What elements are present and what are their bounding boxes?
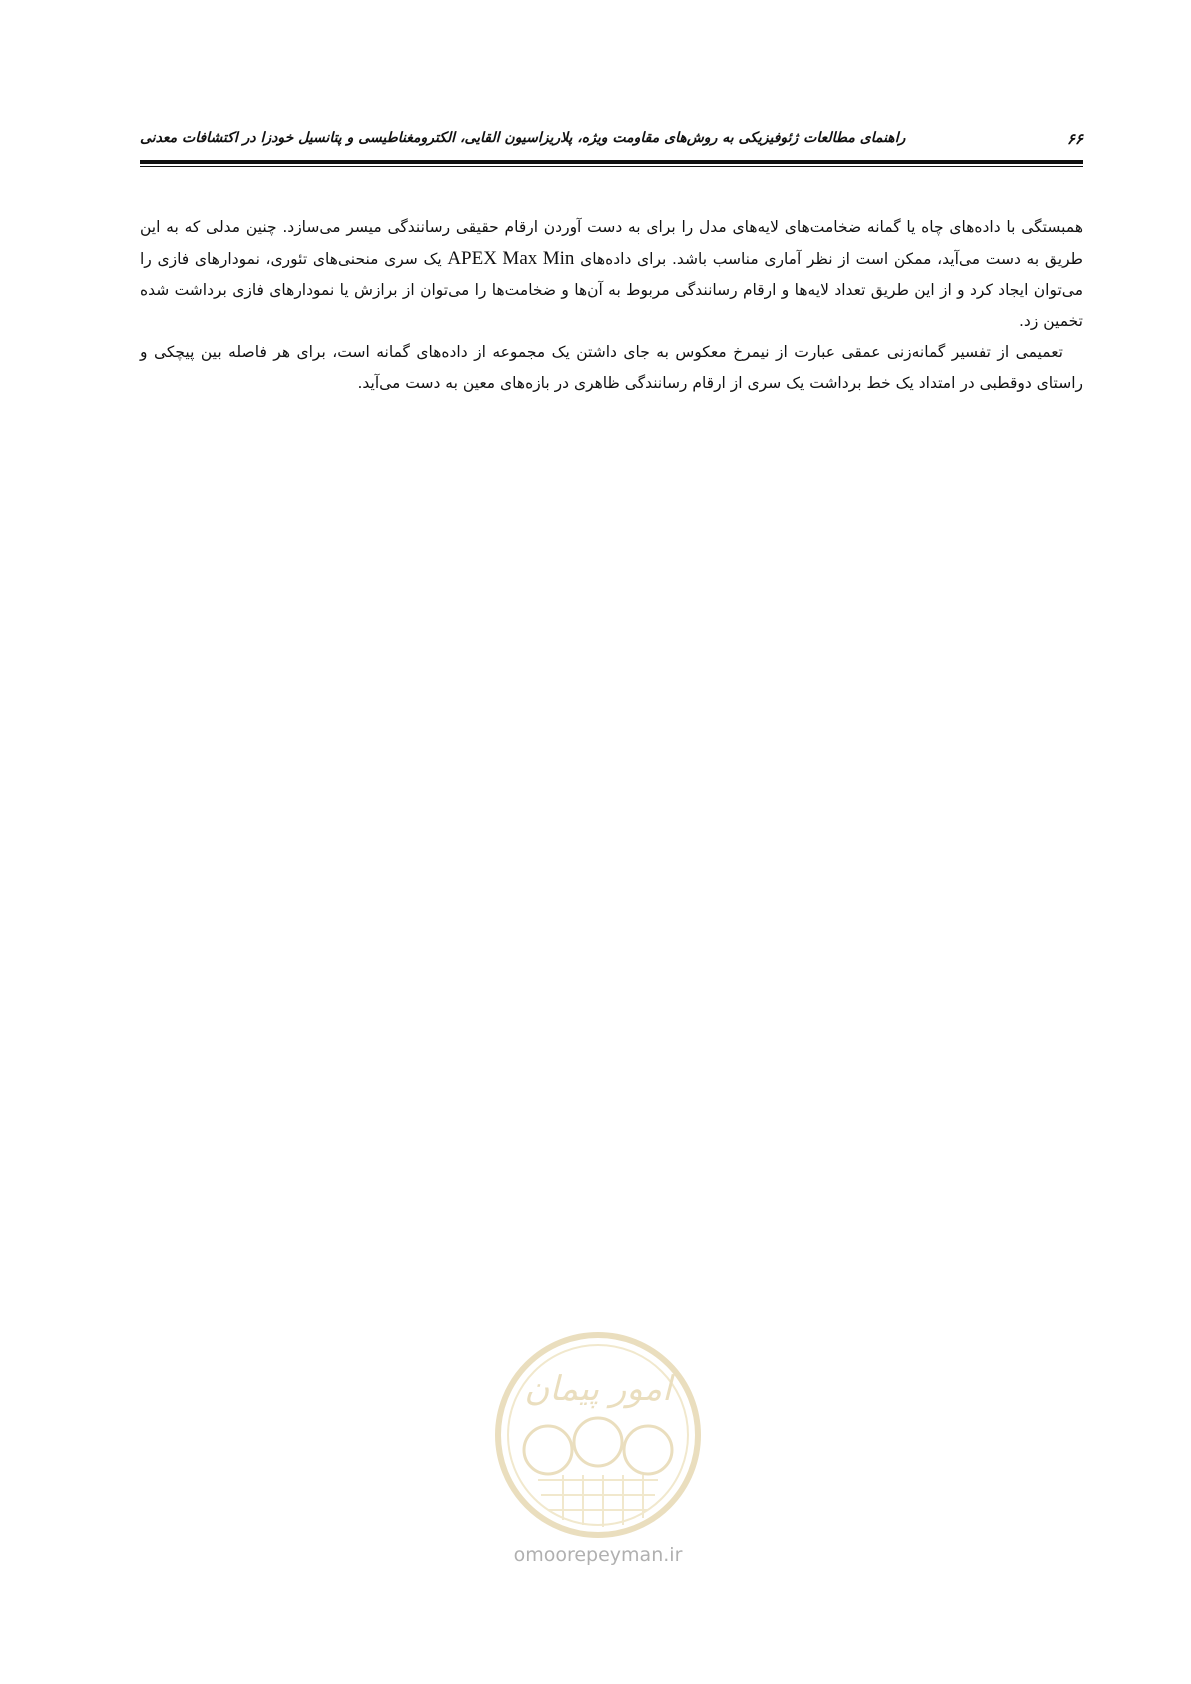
paragraph-1-text-b: یک سری منحنی‌های تئوری، نمودارهای فازی را می‌توان ایجاد کرد و از این طریق تعداد لایه‌ها و ارقام رسانندگی مربوط به آن‌ها و ضخامت‌ها را می‌توان از برازش یا نمودارهای فازی برداشت شده تخمین زد. [140,250,1083,330]
header-rule-thin [140,166,1083,167]
running-title: راهنمای مطالعات ژئوفیزیکی به روش‌های مقاومت ویژه، پلاریزاسیون القایی، الکترومغناطیسی و پتانسیل خودزا در اکتشافات معدنی [140,130,906,146]
page-number: ۶۶ [1066,130,1083,148]
paragraph-1-text-a: همبستگی با داده‌های چاه یا گمانه ضخامت‌های لایه‌های مدل را برای به دست آوردن ارقام حقیقی رسانندگی میسر می‌سازد. چنین مدلی که به این طریق به دست می‌آید، ممکن است از نظر آماری مناسب باشد. برای داده‌های [140,218,1083,268]
paragraph-1 [140,212,1083,337]
body-text [140,212,1083,399]
paragraph-2: تعمیمی از تفسیر گمانه‌زنی عمقی عبارت از نیمرخ معکوس به جای داشتن یک مجموعه از داده‌های گمانه است، برای هر فاصله بین پیچکی و راستای دوقطبی در امتداد یک خط برداشت یک سری از ارقام رسانندگی ظاهری در بازه‌های معین به دست می‌آید. [140,343,1083,392]
header-rule-thick [140,160,1083,164]
omoore-peyman-seal-icon [493,1330,703,1540]
watermark-logo-text: امور پیمان [524,1369,672,1409]
watermark-url: omoorepeyman.ir [513,1544,683,1566]
page-header [140,130,1083,152]
watermark [488,1330,708,1566]
apex-maxmin-term: APEX Max Min [447,248,575,269]
